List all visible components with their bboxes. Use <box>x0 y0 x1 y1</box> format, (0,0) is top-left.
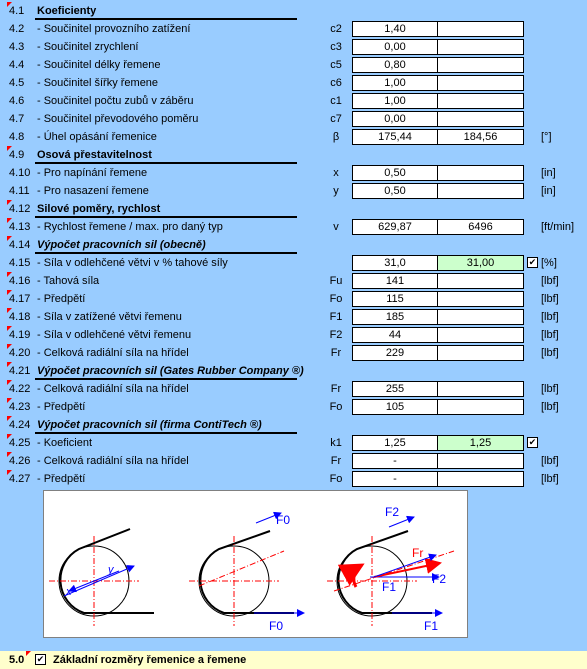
symbol: c3 <box>330 41 342 53</box>
value-cell[interactable]: 175,44 <box>352 129 438 145</box>
value-cell[interactable]: 1,40 <box>352 21 438 37</box>
row-number: 4.25 <box>9 437 31 449</box>
symbol: c2 <box>330 23 342 35</box>
row-4-16 <box>0 272 587 290</box>
unit-label: [lbf] <box>541 383 559 395</box>
row-4-23 <box>0 398 587 416</box>
row-number: 4.16 <box>9 275 31 287</box>
value-cell[interactable]: 185 <box>352 309 438 325</box>
row-label: - Celková radiální síla na hřídel <box>37 383 189 395</box>
row-number: 4.6 <box>9 95 25 107</box>
row-4-3 <box>0 38 587 56</box>
row-label: - Tahová síla <box>37 275 100 287</box>
override-checkbox[interactable]: ✔ <box>528 437 537 447</box>
empty-cell[interactable] <box>437 21 524 37</box>
unit-label: [lbf] <box>541 275 559 287</box>
row-4-14 <box>0 236 587 254</box>
row-number: 4.10 <box>9 167 31 179</box>
row-4-10 <box>0 164 587 182</box>
row-number: 4.20 <box>9 347 31 359</box>
row-label: - Předpětí <box>37 293 86 305</box>
empty-cell[interactable] <box>437 183 524 199</box>
unit-label: [lbf] <box>541 347 559 359</box>
row-label: - Síla v zatížené větvi řemenu <box>37 311 182 323</box>
value-cell[interactable]: 0,50 <box>352 165 438 181</box>
row-4-6 <box>0 92 587 110</box>
empty-cell[interactable] <box>437 273 524 289</box>
row-4-24 <box>0 416 587 434</box>
value-cell[interactable]: - <box>352 471 438 487</box>
row-number: 4.14 <box>9 239 31 251</box>
unit-label: [%] <box>541 257 557 269</box>
value-cell[interactable]: 1,00 <box>352 75 438 91</box>
empty-cell[interactable] <box>437 381 524 397</box>
empty-cell[interactable] <box>437 39 524 55</box>
unit-label: [lbf] <box>541 311 559 323</box>
label-f2-right: F2 <box>432 572 447 586</box>
row-4-12 <box>0 200 587 218</box>
value-cell[interactable]: 229 <box>352 345 438 361</box>
section-toggle-checkbox[interactable]: ✔ <box>36 654 45 664</box>
pulley-3 <box>327 505 454 633</box>
label-fr: Fr <box>412 546 424 560</box>
symbol: Fo <box>329 293 343 305</box>
row-4-11 <box>0 182 587 200</box>
value-cell[interactable]: 115 <box>352 291 438 307</box>
row-number: 4.5 <box>9 77 25 89</box>
row-4-21 <box>0 362 587 380</box>
section-title: Základní rozměry řemenice a řemene <box>53 654 247 666</box>
value-cell[interactable]: 141 <box>352 273 438 289</box>
row-number: 4.27 <box>9 473 31 485</box>
section-5-header[interactable] <box>0 651 587 669</box>
symbol: β <box>332 131 340 143</box>
empty-cell[interactable] <box>437 75 524 91</box>
row-label: - Pro napínání řemene <box>37 167 148 179</box>
row-label: - Síla v odlehčené větvi řemenu <box>37 329 192 341</box>
row-4-2 <box>0 20 587 38</box>
section-heading: Silové poměry, rychlost <box>37 203 161 215</box>
row-label: - Celková radiální síla na hřídel <box>37 455 189 467</box>
unit-label: [in] <box>541 167 556 179</box>
row-label: - Předpětí <box>37 473 86 485</box>
row-number: 4.7 <box>9 113 25 125</box>
row-number: 4.11 <box>9 185 30 197</box>
symbol: Fr <box>330 347 342 359</box>
value-cell[interactable]: 31,0 <box>352 255 438 271</box>
symbol: Fo <box>329 401 343 413</box>
empty-cell[interactable] <box>437 345 524 361</box>
unit-label: [in] <box>541 185 556 197</box>
row-label: - Síla v odlehčené větvi v % tahové síly <box>37 257 228 269</box>
row-4-13 <box>0 218 587 236</box>
symbol: c7 <box>330 113 342 125</box>
empty-cell[interactable] <box>437 399 524 415</box>
row-number: 4.12 <box>9 203 31 215</box>
row-4-19 <box>0 326 587 344</box>
value-cell[interactable]: 0,50 <box>352 183 438 199</box>
row-4-9 <box>0 146 587 164</box>
section-number: 5.0 <box>9 654 25 666</box>
comment-marker <box>26 651 31 656</box>
value-cell[interactable]: 0,80 <box>352 57 438 73</box>
label-f0-top: F0 <box>276 513 291 527</box>
symbol: c1 <box>330 95 342 107</box>
row-4-7 <box>0 110 587 128</box>
section-heading: Osová přestavitelnost <box>37 149 152 161</box>
unit-label: [lbf] <box>541 293 559 305</box>
row-number: 4.2 <box>9 23 25 35</box>
row-number: 4.15 <box>9 257 31 269</box>
empty-cell[interactable] <box>437 309 524 325</box>
secondary-value-cell[interactable]: 184,56 <box>437 129 524 145</box>
symbol: x <box>333 167 339 179</box>
empty-cell[interactable] <box>437 57 524 73</box>
row-label: - Rychlost řemene / max. pro daný typ <box>37 221 223 233</box>
value-cell[interactable]: 105 <box>352 399 438 415</box>
row-number: 4.3 <box>9 41 25 53</box>
symbol: y <box>333 185 339 197</box>
symbol: F2 <box>329 329 343 341</box>
row-label: - Součinitel zrychlení <box>37 41 139 53</box>
unit-label: [lbf] <box>541 329 559 341</box>
row-label: - Součinitel délky řemene <box>37 59 161 71</box>
secondary-value-cell[interactable]: 6496 <box>437 219 524 235</box>
value-cell[interactable]: 255 <box>352 381 438 397</box>
unit-label: [ft/min] <box>541 221 575 233</box>
label-f0-bottom: F0 <box>269 619 284 633</box>
row-number: 4.26 <box>9 455 31 467</box>
empty-cell[interactable] <box>437 453 524 469</box>
section-heading: Výpočet pracovních sil (firma ContiTech ®) <box>37 419 262 431</box>
value-cell[interactable]: 1,00 <box>352 93 438 109</box>
label-y: y <box>108 564 114 576</box>
row-4-18 <box>0 308 587 326</box>
input-cell[interactable]: 1,25 <box>437 435 524 451</box>
symbol: c5 <box>330 59 342 71</box>
row-4-22 <box>0 380 587 398</box>
row-label: - Součinitel převodového poměru <box>37 113 199 125</box>
input-cell[interactable]: 31,00 <box>437 255 524 271</box>
row-label: - Koeficient <box>37 437 93 449</box>
override-checkbox[interactable]: ✔ <box>528 257 537 267</box>
section-heading: Koeficienty <box>37 5 97 17</box>
symbol: Fr <box>330 455 342 467</box>
row-number: 4.9 <box>9 149 25 161</box>
belt-force-diagram-svg <box>44 491 467 637</box>
belt-force-diagram <box>43 490 468 638</box>
label-x: x <box>66 586 72 598</box>
value-cell[interactable]: - <box>352 453 438 469</box>
row-number: 4.18 <box>9 311 31 323</box>
row-4-25 <box>0 434 587 452</box>
row-label: - Součinitel šířky řemene <box>37 77 159 89</box>
empty-cell[interactable] <box>437 327 524 343</box>
symbol: Fr <box>330 383 342 395</box>
empty-cell[interactable] <box>437 291 524 307</box>
pulley-2 <box>189 513 304 633</box>
symbol: Fu <box>329 275 343 287</box>
row-4-27 <box>0 470 587 488</box>
section-heading: Výpočet pracovních sil (obecně) <box>37 239 206 251</box>
empty-cell[interactable] <box>437 471 524 487</box>
value-cell[interactable]: 0,00 <box>352 39 438 55</box>
row-label: - Součinitel počtu zubů v záběru <box>37 95 194 107</box>
unit-label: [lbf] <box>541 473 559 485</box>
row-number: 4.19 <box>9 329 31 341</box>
row-4-15 <box>0 254 587 272</box>
symbol: F1 <box>329 311 343 323</box>
row-4-4 <box>0 56 587 74</box>
row-4-5 <box>0 74 587 92</box>
value-cell[interactable]: 1,25 <box>352 435 438 451</box>
value-cell[interactable]: 0,00 <box>352 111 438 127</box>
label-f1-bottom: F1 <box>424 619 439 633</box>
row-number: 4.17 <box>9 293 31 305</box>
empty-cell[interactable] <box>437 93 524 109</box>
unit-label: [°] <box>541 131 552 143</box>
row-number: 4.4 <box>9 59 25 71</box>
symbol: c6 <box>330 77 342 89</box>
row-label: - Předpětí <box>37 401 86 413</box>
empty-cell[interactable] <box>437 111 524 127</box>
pulley-1 <box>49 529 154 626</box>
row-number: 4.1 <box>9 5 25 17</box>
row-4-8 <box>0 128 587 146</box>
row-number: 4.24 <box>9 419 31 431</box>
value-cell[interactable]: 44 <box>352 327 438 343</box>
row-number: 4.23 <box>9 401 31 413</box>
row-4-1 <box>0 2 587 20</box>
label-f2-top: F2 <box>385 505 400 519</box>
label-f1-mid: F1 <box>382 580 397 594</box>
row-number: 4.21 <box>9 365 31 377</box>
row-4-26 <box>0 452 587 470</box>
row-label: - Pro nasazení řemene <box>37 185 149 197</box>
empty-cell[interactable] <box>437 165 524 181</box>
row-label: - Součinitel provozního zatížení <box>37 23 191 35</box>
symbol: Fo <box>329 473 343 485</box>
row-number: 4.22 <box>9 383 31 395</box>
row-4-20 <box>0 344 587 362</box>
row-4-17 <box>0 290 587 308</box>
symbol: v <box>333 221 339 233</box>
row-number: 4.13 <box>9 221 31 233</box>
row-label: - Úhel opásání řemenice <box>37 131 157 143</box>
row-number: 4.8 <box>9 131 25 143</box>
unit-label: [lbf] <box>541 401 559 413</box>
row-label: - Celková radiální síla na hřídel <box>37 347 189 359</box>
symbol: k1 <box>330 437 342 449</box>
section-heading: Výpočet pracovních sil (Gates Rubber Company ®) <box>37 365 304 377</box>
value-cell[interactable]: 629,87 <box>352 219 438 235</box>
unit-label: [lbf] <box>541 455 559 467</box>
